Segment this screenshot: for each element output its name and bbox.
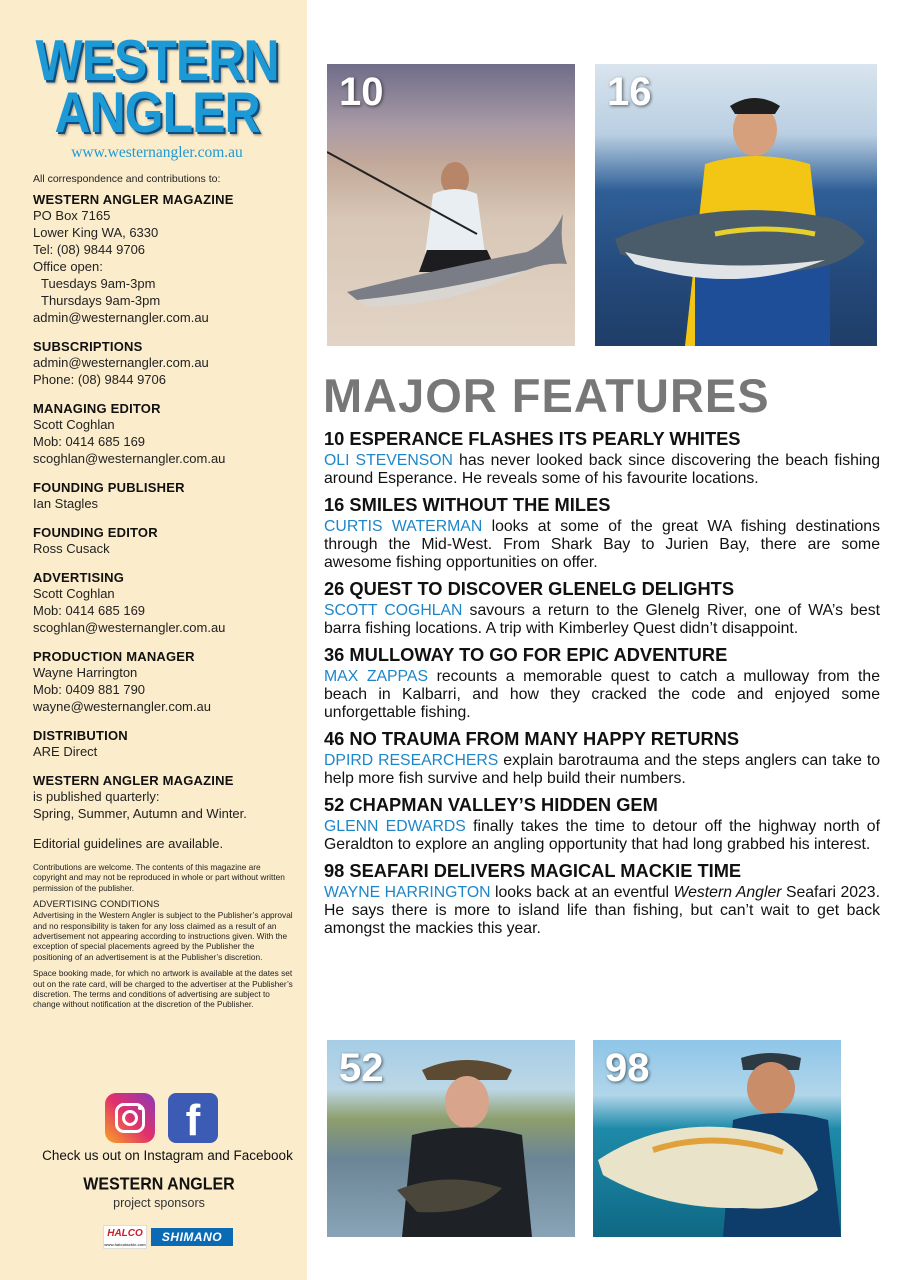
feature-summary (324, 752, 880, 788)
facebook-icon[interactable]: f (168, 1093, 218, 1143)
contact-block (33, 192, 293, 326)
feature-item[interactable] (324, 494, 880, 572)
managing-editor-block (33, 401, 293, 467)
feature-author: OLI STEVENSON (324, 452, 453, 469)
masthead-info (33, 173, 293, 1016)
feature-text: savours a return to the Glenelg River, one of WA’s best barra fishing locations. A trip with Kimberley Quest didn’t disappoint. (324, 602, 880, 637)
guidelines-note: Editorial guidelines are available. (33, 836, 224, 851)
section-line: Spring, Summer, Autumn and Winter. (33, 806, 247, 821)
feature-text: looks back at an eventful (490, 884, 674, 901)
feature-summary (324, 884, 880, 938)
section-title: FOUNDING EDITOR (33, 525, 158, 540)
feature-headline[interactable]: 26 QUEST TO DISCOVER GLENELG DELIGHTS (324, 578, 735, 599)
feature-summary (324, 452, 880, 488)
section-title: MANAGING EDITOR (33, 401, 161, 416)
production-manager-block (33, 649, 293, 715)
office-hours: Tuesdays 9am-3pm (41, 276, 156, 291)
logo-line-2: ANGLER (54, 80, 260, 145)
instagram-icon[interactable] (105, 1093, 155, 1143)
subscriptions-email[interactable]: admin@westernangler.com.au (33, 355, 209, 370)
feature-headline[interactable]: 52 CHAPMAN VALLEY’S HIDDEN GEM (324, 794, 658, 815)
social-links (105, 1093, 225, 1143)
feature-headline[interactable]: 16 SMILES WITHOUT THE MILES (324, 494, 611, 515)
feature-photo-16[interactable] (595, 64, 877, 346)
section-title: FOUNDING PUBLISHER (33, 480, 185, 495)
section-line: Phone: (08) 9844 9706 (33, 372, 166, 387)
section-line: Ian Stagles (33, 496, 99, 511)
feature-author: DPIRD RESEARCHERS (324, 752, 499, 769)
contact-email[interactable]: admin@westernangler.com.au (33, 310, 209, 325)
subscriptions-block (33, 339, 293, 388)
section-line: Scott Coghlan (33, 417, 115, 432)
contact-phone: Tel: (08) 9844 9706 (33, 242, 146, 257)
feature-text: has never looked back since discovering the beach fishing around Esperance. He reveals some of his favourite locations. (324, 452, 880, 487)
feature-text: finally takes the time to detour off the highway north of Geraldton to explore an angling opportunity that had long grabbed his interest. (324, 818, 880, 853)
feature-photo-98[interactable] (593, 1040, 841, 1237)
sponsor-title: WESTERN ANGLER (83, 1175, 235, 1194)
contact-line: PO Box 7165 (33, 208, 111, 223)
halco-logo-url: www.halcotackle.com (104, 1242, 146, 1247)
feature-photo-52[interactable] (327, 1040, 575, 1237)
feature-item[interactable] (324, 644, 880, 722)
section-title: PRODUCTION MANAGER (33, 649, 195, 664)
ad-conditions-text: Advertising in the Western Angler is subject to the Publisher’s approval and no responsibility is taken for any loss claimed as a result of an advertisement not appearing according to instructions given. With the exception of special placements agreed by the Publisher the positioning of an advertisement is at the Publisher’s discretion. (33, 910, 293, 962)
photo-page-number: 98 (605, 1046, 650, 1090)
contributions-note: Contributions are welcome. The contents of this magazine are copyright and may not be reproduced in whole or part without written permission of the publisher. (33, 862, 285, 893)
section-line: Ross Cusack (33, 541, 110, 556)
feature-item[interactable] (324, 860, 880, 938)
section-title: DISTRIBUTION (33, 728, 128, 743)
feature-photo-10[interactable] (327, 64, 575, 346)
feature-item[interactable] (324, 728, 880, 788)
office-hours: Thursdays 9am-3pm (41, 293, 161, 308)
feature-author: CURTIS WATERMAN (324, 518, 483, 535)
founding-editor-block (33, 525, 293, 557)
feature-item[interactable] (324, 578, 880, 638)
feature-author: MAX ZAPPAS (324, 668, 428, 685)
publication-block (33, 773, 293, 822)
halco-logo-text: HALCO (107, 1228, 143, 1239)
founding-publisher-block (33, 480, 293, 512)
section-line: Mob: 0414 685 169 (33, 434, 146, 449)
feature-summary (324, 818, 880, 854)
photo-page-number: 16 (607, 70, 652, 114)
section-line: Wayne Harrington (33, 665, 138, 680)
photo-page-number: 10 (339, 70, 384, 114)
website-link[interactable]: www.westernangler.com.au (71, 144, 243, 161)
section-line: Mob: 0414 685 169 (33, 603, 146, 618)
distribution-block (33, 728, 293, 760)
logo-line-1: WESTERN (35, 28, 279, 93)
section-line: ARE Direct (33, 744, 98, 759)
shimano-logo[interactable]: SHIMANO (151, 1228, 233, 1246)
sponsor-subtitle: project sponsors (113, 1196, 205, 1210)
features-heading: MAJOR FEATURES (323, 369, 770, 422)
space-booking-text: Space booking made, for which no artwork is available at the dates set out on the rate card, will be charged to the advertiser at the Publisher’s discretion. The terms and conditions of advertising are subject to change without notification at the discretion of the Publisher. (33, 968, 293, 1010)
photo-page-number: 52 (339, 1046, 384, 1090)
section-title: WESTERN ANGLER MAGAZINE (33, 773, 234, 788)
feature-summary (324, 518, 880, 572)
instagram-dot (138, 1106, 142, 1110)
ad-conditions-title: ADVERTISING CONDITIONS (33, 899, 160, 911)
feature-summary (324, 668, 880, 722)
social-callout: Check us out on Instagram and Facebook (42, 1148, 293, 1163)
feature-text-italic: Western Angler (673, 884, 782, 901)
section-line: is published quarterly: (33, 789, 160, 804)
section-title: SUBSCRIPTIONS (33, 339, 143, 354)
feature-author: WAYNE HARRINGTON (324, 884, 491, 901)
feature-summary (324, 602, 880, 638)
feature-text: looks at some of the great WA fishing destinations through the Mid-West. From Shark Bay to Jurien Bay, there are some awesome fishing opportunities on offer. (324, 518, 880, 571)
sidebar (0, 0, 307, 1280)
feature-author: GLENN EDWARDS (324, 818, 466, 835)
advertising-email[interactable]: scoghlan@westernangler.com.au (33, 620, 226, 635)
feature-text: Seafari 2023. He says there is more to island life than fishing, but can’t wait to get back amongst the mackies this year. (324, 884, 880, 937)
contact-title: WESTERN ANGLER MAGAZINE (33, 192, 234, 207)
feature-headline[interactable]: 98 SEAFARI DELIVERS MAGICAL MACKIE TIME (324, 860, 742, 881)
feature-text: recounts a memorable quest to catch a mulloway from the beach in Kalbarri, and how they cracked the code and enjoyed some unforgettable fishing. (324, 668, 880, 721)
feature-author: SCOTT COGHLAN (324, 602, 463, 619)
features-list (324, 428, 880, 944)
advertising-block (33, 570, 293, 636)
correspondence-intro: All correspondence and contributions to: (33, 173, 221, 185)
halco-logo[interactable] (103, 1225, 147, 1249)
editor-email[interactable]: scoghlan@westernangler.com.au (33, 451, 226, 466)
section-line: Scott Coghlan (33, 586, 115, 601)
feature-item[interactable] (324, 428, 880, 488)
instagram-lens (122, 1110, 138, 1126)
section-line: Mob: 0409 881 790 (33, 682, 146, 697)
magazine-logo[interactable] (28, 28, 286, 145)
contact-line: Lower King WA, 6330 (33, 225, 159, 240)
section-title: ADVERTISING (33, 570, 125, 585)
feature-headline[interactable]: 36 MULLOWAY TO GO FOR EPIC ADVENTURE (324, 644, 728, 665)
contact-line: Office open: (33, 259, 103, 274)
feature-text: explain barotrauma and the steps anglers can take to help more fish survive and help build their numbers. (324, 752, 880, 787)
feature-item[interactable] (324, 794, 880, 854)
feature-headline[interactable]: 10 ESPERANCE FLASHES ITS PEARLY WHITES (324, 428, 741, 449)
production-email[interactable]: wayne@westernangler.com.au (33, 699, 211, 714)
feature-headline[interactable]: 46 NO TRAUMA FROM MANY HAPPY RETURNS (324, 728, 740, 749)
